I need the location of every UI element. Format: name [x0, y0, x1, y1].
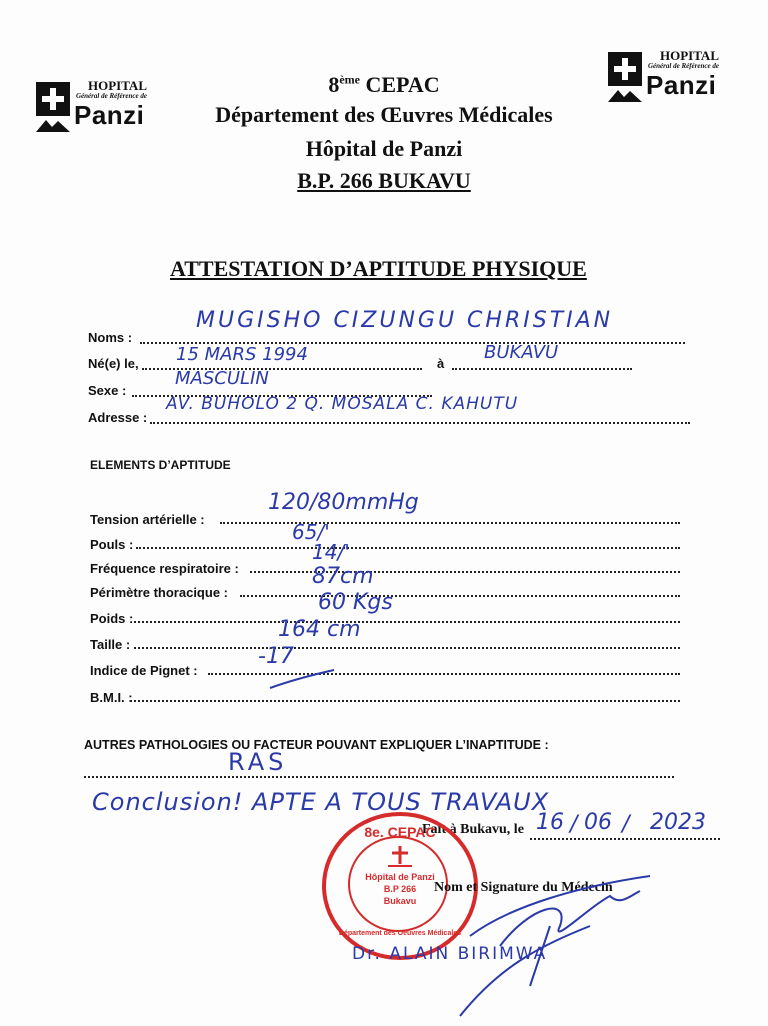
taille-line [134, 647, 680, 649]
autres-heading: AUTRES PATHOLOGIES OU FACTEUR POUVANT EXPLIQUER L’INAPTITUDE : [84, 738, 549, 752]
stamp-line1: Hôpital de Panzi [365, 872, 435, 882]
adresse-value: AV. BUHOLO 2 Q. MOSALA C. KAHUTU [166, 394, 519, 414]
fait-year: 2023 [650, 810, 706, 835]
stamp-cross-icon [386, 844, 414, 868]
logo-subtitle-text: Général de Référence de [76, 92, 147, 100]
poids-line [134, 621, 680, 623]
document-title: ATTESTATION D’APTITUDE PHYSIQUE [170, 256, 587, 281]
bmi-dash-mark [268, 668, 338, 690]
fait-label: Fait à Bukavu, le [422, 822, 524, 837]
tension-value: 120/80mmHg [268, 490, 419, 515]
logo-subtitle-text: Général de Référence de [648, 62, 719, 70]
elements-heading: ELEMENTS D’APTITUDE [90, 458, 231, 472]
perim-label: Périmètre thoracique : [90, 585, 228, 600]
bmi-label: B.M.I. : [90, 690, 133, 705]
tension-label: Tension artérielle : [90, 512, 205, 527]
sexe-label: Sexe : [88, 383, 127, 398]
header-address: B.P. 266 BUKAVU [297, 168, 471, 193]
perim-value: 87cm [312, 564, 374, 589]
pouls-value: 65/' [292, 520, 330, 544]
poids-value: 60 Kgs [318, 590, 393, 615]
adresse-label: Adresse : [88, 410, 148, 425]
fait-month: 06 [584, 810, 612, 835]
freq-label: Fréquence respiratoire : [90, 561, 239, 576]
noms-value: MUGISHO CIZUNGU CHRISTIAN [196, 308, 614, 333]
header-hospital: Hôpital de Panzi [305, 136, 463, 161]
pouls-label: Pouls : [90, 537, 134, 552]
autres-line [84, 776, 674, 778]
fait-day: 16 [536, 810, 564, 835]
bmi-line [130, 700, 680, 702]
taille-label: Taille : [90, 637, 131, 652]
tension-line [220, 522, 680, 524]
a-line [452, 368, 632, 370]
noms-label: Noms : [88, 330, 133, 345]
signature-label: Nom et Signature du Médecin [434, 880, 613, 895]
fait-slash2: / [622, 812, 630, 837]
logo-hopital-text: HOPITAL [660, 48, 719, 63]
logo-panzi-text: Panzi [74, 100, 145, 130]
stamp-ring-text: Département des Oeuvres Médicales [338, 930, 462, 937]
adresse-line [150, 422, 690, 424]
poids-label: Poids : [90, 611, 134, 626]
stamp-line2: B.P 266 [383, 884, 417, 894]
fait-line [530, 838, 720, 840]
autres-value: RAS [228, 748, 288, 776]
a-label: à [437, 356, 445, 371]
fait-slash1: / [570, 812, 578, 837]
stamp-top-text: 8e. CEPAC [364, 824, 436, 840]
taille-value: 164 cm [278, 617, 361, 642]
ne-label: Né(e) le, [88, 356, 139, 371]
sexe-value: MASCULIN [175, 368, 269, 389]
header-department: Département des Œuvres Médicales [215, 102, 553, 127]
conclusion-text: Conclusion! APTE A TOUS TRAVAUX [92, 788, 550, 816]
perim-line [240, 595, 680, 597]
ne-value: 15 MARS 1994 [176, 344, 308, 365]
pignet-value: -17 [258, 644, 294, 669]
header-cepac: 8ème CEPAC [328, 72, 440, 97]
logo-panzi-text: Panzi [646, 70, 717, 100]
doctor-name: Dr. ALAIN BIRIMWA [352, 944, 548, 964]
logo-hopital-text: HOPITAL [88, 78, 147, 93]
pouls-line [136, 547, 680, 549]
stamp-line3: Bukavu [383, 896, 417, 906]
pignet-label: Indice de Pignet : [90, 663, 198, 678]
freq-value: 14/' [312, 540, 350, 564]
a-value: BUKAVU [484, 342, 559, 363]
